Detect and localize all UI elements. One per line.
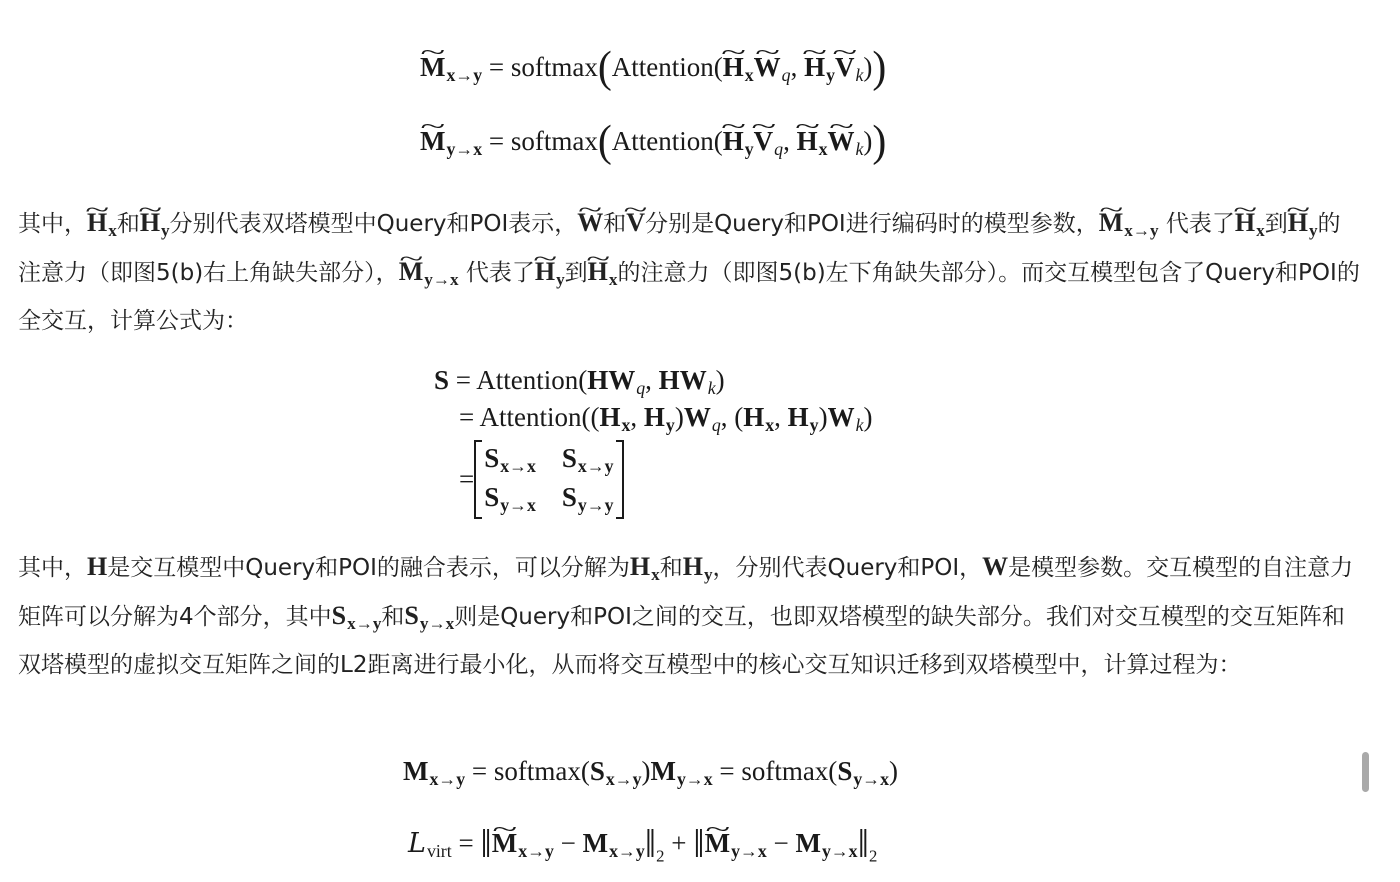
math-variable xyxy=(659,367,680,394)
math-variable xyxy=(1099,202,1159,251)
text-run: 的注意力（即图5(b)右上角缺失部分）， xyxy=(18,211,1341,287)
text-run: − xyxy=(553,828,583,859)
subscript: y xyxy=(556,270,565,290)
math-variable xyxy=(399,251,459,300)
subscript: x→y xyxy=(577,455,614,476)
math-symbol: H ~ xyxy=(723,54,744,81)
text-run: , xyxy=(774,402,788,432)
norm-bar: ‖ xyxy=(857,821,869,866)
math-variable xyxy=(1288,202,1318,251)
text-run: ) xyxy=(818,402,828,432)
subscript: y xyxy=(161,220,170,240)
math-variable xyxy=(835,51,864,85)
equation-l-virt xyxy=(408,821,878,866)
math-symbol: M xyxy=(650,756,676,786)
math-symbol: H ~ xyxy=(723,128,744,155)
subscript: x→y xyxy=(609,841,645,862)
math-variable xyxy=(753,51,791,85)
subscript: x→y xyxy=(518,841,554,862)
text-run: 和 xyxy=(659,555,683,581)
math-symbol: S xyxy=(561,443,577,473)
math-symbol: V ~ xyxy=(835,54,855,81)
interaction-matrix xyxy=(474,440,623,519)
math-symbol: H xyxy=(658,365,680,395)
math-variable xyxy=(743,404,774,435)
math-symbol: V ~ xyxy=(626,202,645,244)
math-variable xyxy=(795,830,857,861)
math-symbol: H xyxy=(629,552,651,581)
text-run: ) xyxy=(863,51,873,82)
math-variable xyxy=(434,367,449,394)
subscript: y xyxy=(826,64,835,85)
math-variable xyxy=(535,251,565,300)
equation-s-line-1 xyxy=(434,367,725,398)
math-symbol: M ~ xyxy=(420,128,445,155)
big-paren: ) xyxy=(872,43,887,93)
matrix-row xyxy=(480,440,617,479)
norm-subscript: 2 xyxy=(656,846,665,866)
matrix-cell xyxy=(562,481,614,516)
text-run: + xyxy=(664,828,694,859)
subscript: y→x xyxy=(500,495,536,516)
math-variable xyxy=(87,202,117,251)
math-variable xyxy=(680,367,716,398)
big-paren: ) xyxy=(872,117,887,167)
math-variable xyxy=(827,125,864,159)
math-symbol: S xyxy=(589,756,605,786)
subscript: y→y xyxy=(577,495,614,516)
math-symbol: W xyxy=(982,552,1009,581)
math-symbol: H ~ xyxy=(797,128,818,155)
text-run: 到 xyxy=(564,260,588,287)
text-run: 代表了 xyxy=(458,260,535,287)
math-symbol: H xyxy=(587,365,609,395)
math-variable xyxy=(626,202,645,244)
subscript: k xyxy=(855,64,864,85)
math-symbol: H xyxy=(87,552,108,581)
subscript: virt xyxy=(426,841,452,862)
math-variable xyxy=(140,202,170,251)
subscript: y xyxy=(665,414,675,435)
math-symbol: H ~ xyxy=(140,202,160,244)
math-variable xyxy=(837,758,889,789)
matrix-cell xyxy=(484,481,536,516)
math-symbol: S xyxy=(837,756,853,786)
text-run: = softmax( xyxy=(712,756,838,786)
subscript: y xyxy=(809,414,819,435)
matrix-cell xyxy=(484,442,536,477)
text-run: = Attention( xyxy=(449,365,588,395)
math-symbol: W ~ xyxy=(828,128,855,155)
math-symbol: S xyxy=(331,601,347,631)
text-run: 分别是Query和POI进行编码时的模型参数， xyxy=(645,211,1099,237)
text-run: ) xyxy=(863,402,873,432)
math-variable xyxy=(828,404,864,435)
subscript: y→x xyxy=(853,768,889,789)
math-variable xyxy=(788,404,819,435)
math-variable xyxy=(87,546,107,588)
big-paren: ( xyxy=(597,43,612,93)
subscript: x→y xyxy=(1124,220,1159,240)
math-variable xyxy=(599,404,630,435)
math-symbol: H xyxy=(682,552,703,581)
math-variable xyxy=(583,830,645,861)
math-symbol: H xyxy=(599,402,621,432)
text-run: , xyxy=(783,125,797,156)
text-run: 是交互模型中Query和POI的融合表示，可以分解为 xyxy=(107,555,630,581)
math-symbol: V ~ xyxy=(754,128,774,155)
subscript: x→y xyxy=(605,768,642,789)
subscript: q xyxy=(774,138,784,159)
subscript: y xyxy=(1308,220,1318,240)
math-variable xyxy=(420,51,483,85)
math-symbol: S xyxy=(484,482,500,513)
math-symbol: M ~ xyxy=(399,251,424,293)
text-run: = Attention(( xyxy=(459,402,600,432)
subscript: x xyxy=(818,138,828,159)
norm-subscript: 2 xyxy=(868,846,878,866)
subscript: y→x xyxy=(419,614,455,634)
math-symbol: W xyxy=(827,402,855,432)
subscript: k xyxy=(855,414,864,435)
math-symbol: H xyxy=(643,402,665,432)
math-variable xyxy=(562,481,614,516)
matrix-cell xyxy=(562,442,614,477)
equation-prefix xyxy=(459,463,475,494)
math-variable xyxy=(588,251,618,300)
math-symbol: H ~ xyxy=(804,54,825,81)
text-run: ) xyxy=(863,125,873,156)
math-symbol: W ~ xyxy=(577,202,603,244)
math-symbol: S xyxy=(484,443,500,473)
text-run: ) xyxy=(888,756,898,786)
subscript: x xyxy=(1256,220,1265,240)
subscript: y→x xyxy=(424,270,459,290)
math-variable xyxy=(608,367,645,398)
text-run: 则是Query和POI之间的交互，也即双塔模型的缺失部分。我们对交互模型的交互矩阵和双塔模型的虚拟交互矩阵之间的L2距离进行最小化，从而将交互模型中的核心交互知识迁移到双塔模型中，计算过程为： xyxy=(18,604,1345,678)
calligraphic-symbol: L xyxy=(408,828,426,860)
text-run: 其中， xyxy=(18,555,87,581)
subscript: x xyxy=(765,414,775,435)
text-run: − xyxy=(766,828,796,859)
math-symbol: H ~ xyxy=(1235,202,1255,244)
subscript: k xyxy=(855,138,864,159)
math-variable xyxy=(683,546,713,595)
subscript: k xyxy=(707,377,716,398)
subscript: x→y xyxy=(446,64,483,85)
math-symbol: M xyxy=(403,756,429,786)
subscript: q xyxy=(711,414,721,435)
math-variable xyxy=(562,442,614,477)
math-variable xyxy=(982,546,1008,588)
norm-bar: ‖ xyxy=(480,821,492,866)
text-run: 其中， xyxy=(18,211,87,237)
text-run: , xyxy=(645,365,659,395)
text-run: ) xyxy=(674,402,684,432)
subscript: y→x xyxy=(731,841,767,862)
subscript: q xyxy=(781,64,791,85)
scrollbar-thumb[interactable] xyxy=(1362,752,1369,792)
text-run: = softmax xyxy=(482,51,598,82)
math-variable xyxy=(587,367,608,394)
math-variable xyxy=(403,758,465,789)
subscript: x xyxy=(108,220,117,240)
text-run: = softmax xyxy=(482,125,598,156)
equation-s-line-3 xyxy=(459,440,624,519)
math-symbol: S xyxy=(434,365,450,395)
subscript: x xyxy=(608,270,618,290)
subscript: y xyxy=(703,564,713,584)
paragraph-interaction-explanation xyxy=(18,546,1363,686)
text-run: = xyxy=(459,463,475,494)
big-paren: ( xyxy=(597,117,612,167)
text-run: Attention( xyxy=(611,51,723,82)
text-run: Attention( xyxy=(611,125,723,156)
math-variable xyxy=(630,546,660,595)
text-run: = softmax( xyxy=(465,756,590,786)
math-variable xyxy=(484,481,536,516)
math-symbol: H ~ xyxy=(1288,202,1308,244)
text-run: ) xyxy=(641,756,651,786)
text-run: 到 xyxy=(1264,211,1288,237)
math-variable xyxy=(484,442,536,477)
math-variable xyxy=(644,404,675,435)
math-symbol: M xyxy=(795,828,821,859)
math-symbol: M ~ xyxy=(705,830,730,857)
subscript: x→y xyxy=(429,768,466,789)
subscript: y→x xyxy=(446,138,483,159)
equation-s-line-2 xyxy=(459,404,872,435)
text-run: , xyxy=(630,402,644,432)
math-variable xyxy=(590,758,642,789)
math-variable xyxy=(404,595,454,644)
math-symbol: H ~ xyxy=(588,251,608,293)
text-run: 代表了 xyxy=(1158,211,1235,237)
text-run: 和 xyxy=(116,211,140,237)
math-variable xyxy=(420,125,483,159)
math-symbol: M ~ xyxy=(1099,202,1124,244)
math-symbol: H ~ xyxy=(87,202,107,244)
math-symbol: M ~ xyxy=(420,54,445,81)
norm-bar: ‖ xyxy=(693,821,705,866)
matrix-row xyxy=(480,479,617,518)
paragraph-two-tower-explanation xyxy=(18,202,1363,342)
text-run: = xyxy=(451,828,481,859)
subscript: x→x xyxy=(500,455,536,476)
equation-m-tilde-x-to-y xyxy=(420,43,887,93)
subscript: x xyxy=(744,64,754,85)
math-symbol: M ~ xyxy=(492,830,517,857)
text-run: 和 xyxy=(603,211,627,237)
math-symbol: W ~ xyxy=(754,54,781,81)
subscript: x→y xyxy=(347,614,382,634)
subscript: y→x xyxy=(821,841,858,862)
math-symbol: W xyxy=(679,365,707,395)
subscript: x xyxy=(651,564,660,584)
math-variable xyxy=(577,202,603,244)
math-variable xyxy=(650,758,712,789)
math-variable xyxy=(492,830,554,861)
equation-m-softmax xyxy=(403,758,898,789)
math-symbol: M xyxy=(582,828,609,859)
norm-bar: ‖ xyxy=(644,821,657,866)
subscript: x xyxy=(621,414,631,435)
math-symbol: H xyxy=(743,402,765,432)
math-symbol: H xyxy=(787,402,809,432)
subscript: y→x xyxy=(676,768,713,789)
math-symbol: S xyxy=(561,482,577,513)
math-variable xyxy=(1235,202,1265,251)
text-run: 是模型参数。交互模型的自注意力矩阵可以分解为4个部分，其中 xyxy=(18,555,1354,631)
math-symbol: H ~ xyxy=(535,251,555,293)
text-run: 的注意力（即图5(b)左下角缺失部分）。而交互模型包含了Query和POI的全交互，计算公式为： xyxy=(18,260,1360,334)
text-run: 和 xyxy=(381,604,405,631)
math-symbol: S xyxy=(404,601,419,631)
text-run: ，分别代表Query和POI， xyxy=(712,555,983,581)
math-symbol: W xyxy=(683,402,711,432)
text-run: , ( xyxy=(720,402,744,432)
text-run: ) xyxy=(715,365,725,395)
math-variable xyxy=(684,404,721,435)
subscript: q xyxy=(636,377,646,398)
equation-m-tilde-y-to-x xyxy=(420,117,887,167)
math-variable xyxy=(332,595,382,644)
math-variable xyxy=(705,830,767,861)
text-run: 分别代表双塔模型中Query和POI表示， xyxy=(169,211,578,237)
math-variable xyxy=(753,125,784,159)
text-run: , xyxy=(790,51,805,82)
subscript: y xyxy=(744,138,754,159)
math-symbol: W xyxy=(608,365,636,395)
